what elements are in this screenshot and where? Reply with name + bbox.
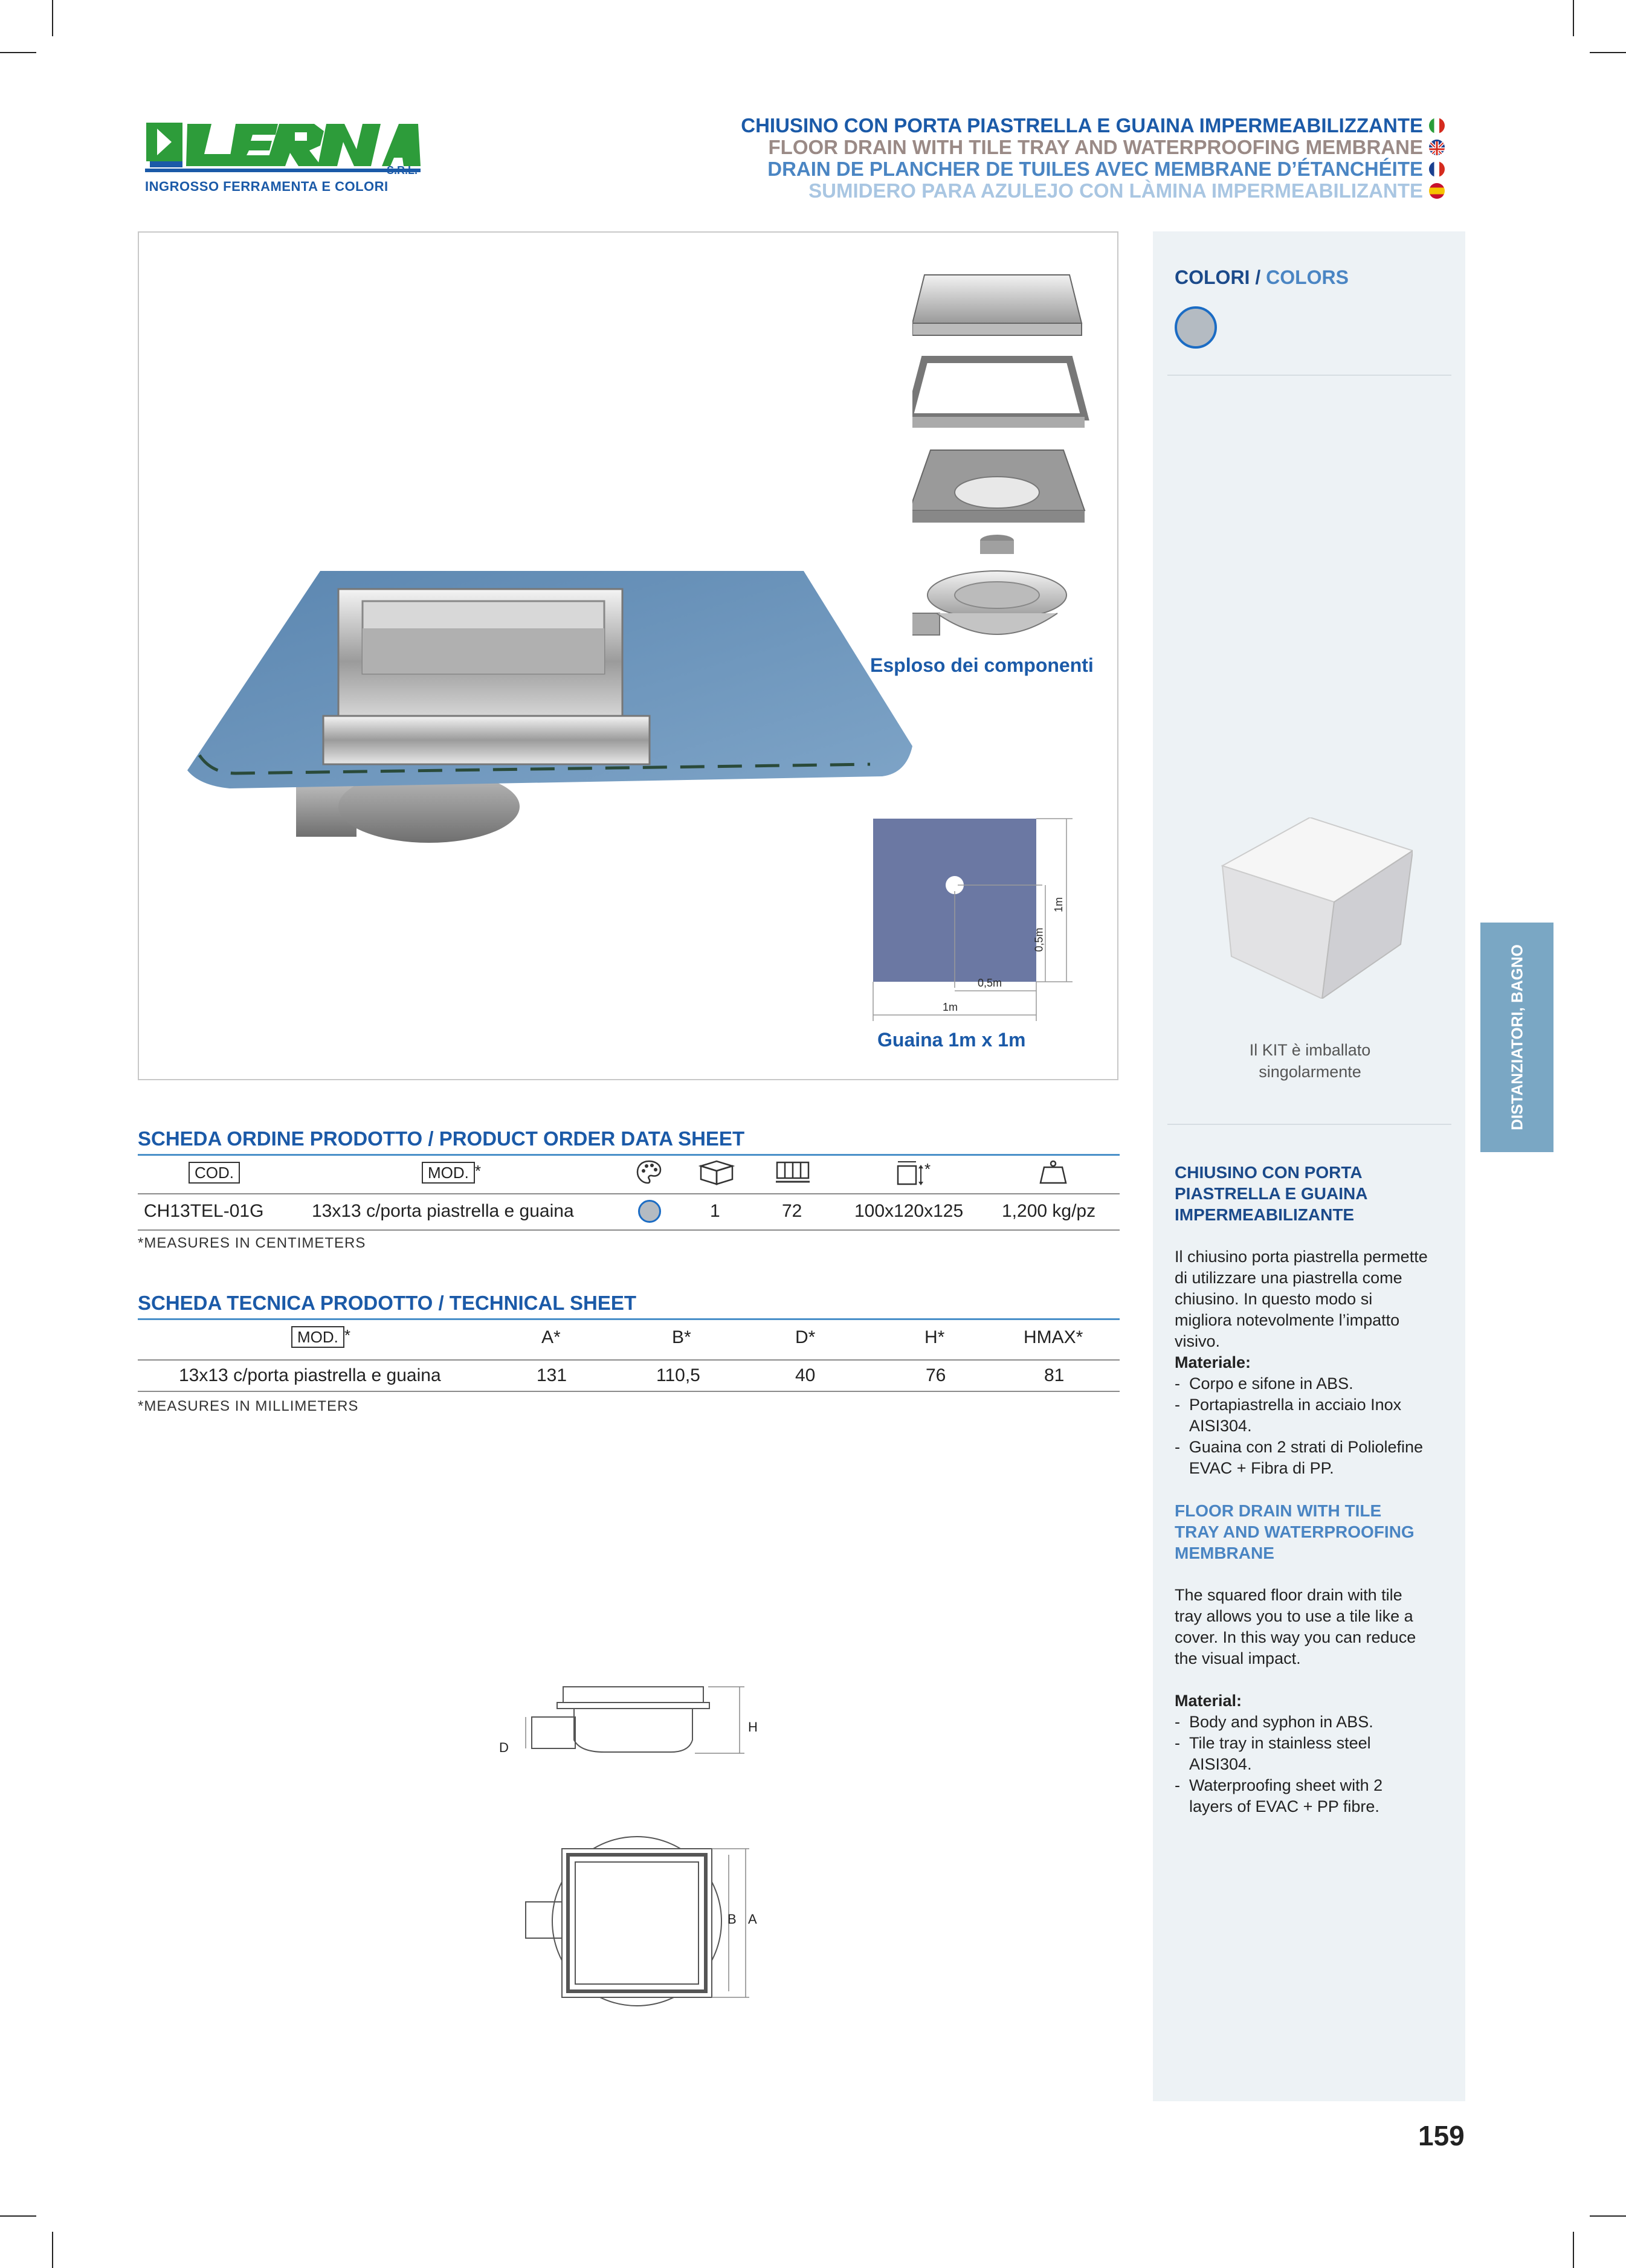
tech-header-h: H* — [924, 1327, 945, 1347]
en-material-label: Material: — [1175, 1692, 1242, 1710]
exploded-caption: Esploso dei componenti — [870, 654, 1094, 676]
drawing-label-d: D — [499, 1740, 509, 1755]
sidebar — [1153, 231, 1465, 2101]
order-row-rule — [138, 1229, 1120, 1231]
technical-drawing-side — [520, 1680, 761, 1782]
dimensions-icon — [894, 1159, 924, 1189]
tech-d: 40 — [795, 1365, 816, 1385]
kit-note: Il KIT è imballato singolarmente — [1249, 1041, 1371, 1081]
tech-header-d: D* — [795, 1327, 816, 1347]
colors-label-en: COLORS — [1266, 266, 1349, 288]
colors-label-it: COLORI — [1175, 266, 1250, 288]
order-dims: 100x120x125 — [854, 1201, 964, 1221]
dim-star: * — [924, 1160, 931, 1178]
tech-header-rule — [138, 1359, 1120, 1361]
colors-heading — [1175, 266, 1349, 289]
membrane-caption: Guaina 1m x 1m — [877, 1029, 1026, 1051]
order-cod: CH13TEL-01G — [144, 1201, 264, 1221]
title-fr — [741, 158, 1445, 180]
order-color-swatch — [638, 1200, 661, 1223]
crop-mark — [1573, 0, 1574, 36]
order-pcs: 1 — [710, 1201, 720, 1221]
list-item: - Body and syphon in ABS. — [1175, 1713, 1373, 1731]
tech-a: 131 — [537, 1365, 567, 1385]
cod-label: COD. — [189, 1162, 240, 1184]
tech-mod: 13x13 c/porta piastrella e guaina — [179, 1365, 441, 1385]
pallet-icon — [775, 1159, 811, 1185]
it-section-title: CHIUSINO CON PORTA PIASTRELLA E GUAINA IMPERMEABILIZANTE — [1175, 1163, 1367, 1224]
drawing-label-b: B — [728, 1912, 737, 1927]
list-item: - Guaina con 2 strati di Poliolefine EVAC + Fibra di PP. — [1175, 1438, 1424, 1477]
crop-mark — [0, 52, 36, 53]
fr-flag-icon — [1429, 161, 1445, 177]
crop-mark — [52, 2232, 53, 2268]
list-item: - Waterproofing sheet with 2 layers of EVAC + PP fibre. — [1175, 1776, 1383, 1815]
tech-mod-label: MOD. — [291, 1326, 344, 1348]
dim-05m-horizontal: 0,5m — [978, 977, 1002, 989]
tech-hmax: 81 — [1044, 1365, 1065, 1385]
tech-row-rule — [138, 1391, 1120, 1392]
order-weight: 1,200 kg/pz — [1002, 1201, 1096, 1221]
it-flag-icon — [1429, 118, 1445, 134]
tech-header-a: A* — [541, 1327, 561, 1347]
dim-1m-horizontal: 1m — [943, 1001, 958, 1013]
title-es-text: SUMIDERO PARA AZULEJO CON LÀMINA IMPERMEABILIZANTE — [808, 179, 1423, 202]
en-materials-list — [1175, 1712, 1434, 1817]
list-item: - Tile tray in stainless steel AISI304. — [1175, 1734, 1371, 1773]
title-it-text: CHIUSINO CON PORTA PIASTRELLA E GUAINA IMPERMEABILIZZANTE — [741, 114, 1423, 137]
tech-header-hmax: HMAX* — [1024, 1327, 1083, 1347]
crop-mark — [1590, 52, 1626, 53]
product-photo — [187, 571, 924, 849]
order-header-cod — [189, 1162, 240, 1184]
it-section-body: Il chiusino porta piastrella permette di utilizzare una piastrella come chiusino. In questo modo si migliora notevolmente l’impatto visivo. — [1175, 1248, 1428, 1350]
crop-mark — [52, 0, 53, 36]
weight-icon — [1038, 1159, 1068, 1185]
crop-mark — [1590, 2215, 1626, 2217]
dim-1m-vertical: 1m — [1053, 897, 1065, 913]
dim-05m-vertical: 0,5m — [1033, 927, 1045, 952]
divider — [1167, 1124, 1451, 1125]
tech-h: 76 — [926, 1365, 946, 1385]
brand-tagline: INGROSSO FERRAMENTA E COLORI — [145, 179, 389, 194]
en-section-title: FLOOR DRAIN WITH TILE TRAY AND WATERPROOFING MEMBRANE — [1175, 1501, 1415, 1562]
order-note: *MEASURES IN CENTIMETERS — [138, 1235, 366, 1251]
title-it — [741, 115, 1445, 137]
page-number: 159 — [1418, 2120, 1465, 2151]
title-es — [741, 180, 1445, 202]
crop-mark — [1573, 2232, 1574, 2268]
kit-box-image — [1213, 817, 1413, 999]
box-icon — [698, 1159, 735, 1185]
drawing-label-a: A — [748, 1912, 757, 1927]
order-pack: 72 — [782, 1201, 802, 1221]
order-header-rule — [138, 1193, 1120, 1194]
divider — [1167, 375, 1451, 376]
order-sheet-rule — [138, 1154, 1120, 1156]
mod-label: MOD. — [422, 1162, 475, 1184]
tech-b: 110,5 — [656, 1365, 700, 1385]
mod-star: * — [474, 1162, 482, 1180]
it-materials-list — [1175, 1373, 1434, 1479]
brand-suffix: S.R.L. — [387, 164, 418, 176]
title-en-text: FLOOR DRAIN WITH TILE TRAY AND WATERPROOFING MEMBRANE — [768, 136, 1423, 158]
it-material-label: Materiale: — [1175, 1353, 1251, 1371]
tech-mod-star: * — [344, 1326, 351, 1344]
colors-sep: / — [1255, 266, 1261, 288]
exploded-components — [912, 269, 1094, 643]
es-flag-icon — [1429, 183, 1445, 199]
category-tab-label: DISTANZIATORI, BAGNO — [1508, 944, 1526, 1130]
tech-header-mod — [291, 1326, 350, 1348]
crop-mark — [0, 2215, 36, 2217]
color-swatch-grey[interactable] — [1175, 306, 1217, 349]
uk-flag-icon — [1429, 140, 1445, 155]
membrane-diagram — [867, 813, 1097, 1030]
list-item: - Portapiastrella in acciaio Inox AISI304. — [1175, 1396, 1402, 1435]
palette-icon — [636, 1159, 662, 1185]
tech-sheet-title: SCHEDA TECNICA PRODOTTO / TECHNICAL SHEET — [138, 1292, 637, 1314]
product-titles — [741, 115, 1445, 202]
en-section-body: The squared floor drain with tile tray allows you to use a tile like a cover. In this way you can reduce the visual impact. — [1175, 1586, 1416, 1667]
product-image-frame — [138, 231, 1118, 1080]
tech-sheet-rule — [138, 1318, 1120, 1320]
list-item: - Corpo e sifone in ABS. — [1175, 1374, 1353, 1393]
tech-header-b: B* — [672, 1327, 691, 1347]
order-sheet-title: SCHEDA ORDINE PRODOTTO / PRODUCT ORDER DATA SHEET — [138, 1127, 745, 1150]
order-header-mod — [422, 1162, 481, 1184]
technical-drawing-top — [520, 1831, 761, 2012]
title-fr-text: DRAIN DE PLANCHER DE TUILES AVEC MEMBRANE D’ÉTANCHÉITE — [767, 158, 1423, 180]
category-tab[interactable] — [1480, 923, 1553, 1152]
order-mod: 13x13 c/porta piastrella e guaina — [312, 1201, 574, 1221]
tech-note: *MEASURES IN MILLIMETERS — [138, 1398, 359, 1414]
title-en — [741, 137, 1445, 158]
drawing-label-h: H — [748, 1719, 758, 1735]
